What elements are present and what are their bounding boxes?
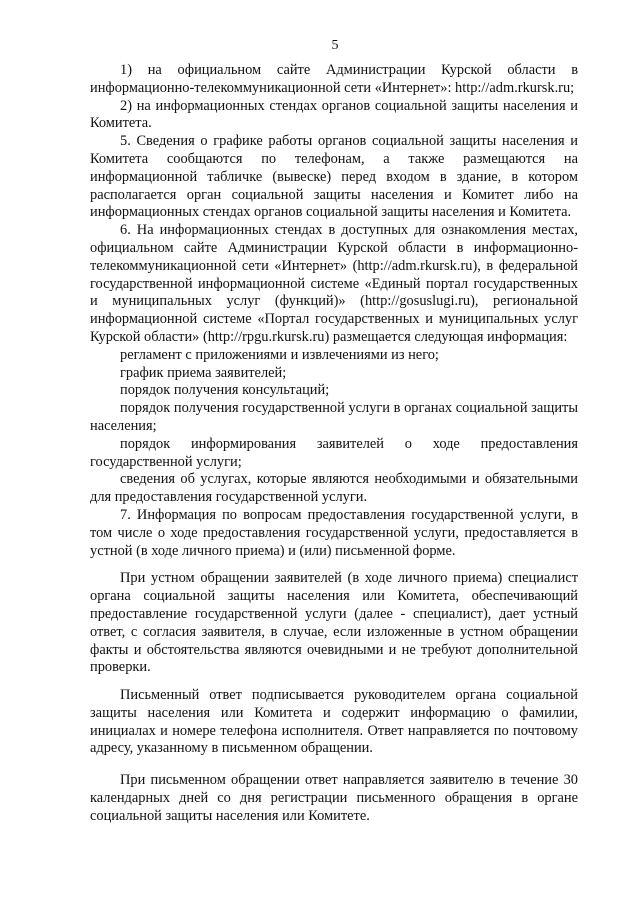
- list-item: график приема заявителей;: [120, 364, 287, 381]
- paragraph-written-request: При письменном обращении ответ направляется заявителю в течение 30 календарных дней со дня регистрации письменного обращения в органе социальной защиты населения или Комитете.: [90, 772, 578, 824]
- paragraph-7: 7. Информация по вопросам предоставления государственной услуги, в том числе о ходе предоставления государственной услуги, предоставляется в устной (в ходе личного приема) и (или) письменной форме.: [90, 506, 578, 559]
- list-item: порядок получения государственной услуги в органах социальной защиты населения;: [90, 400, 578, 434]
- paragraph-item-1: 1) на официальном сайте Администрации Курской области в информационно-телекоммуникационной сети «Интернет»: http://adm.rkursk.ru;: [90, 62, 578, 96]
- page-number: 5: [331, 38, 339, 53]
- paragraph-written-answer: Письменный ответ подписывается руководителем органа социальной защиты населения или Комитета и содержит информацию о фамилии, инициалах и номере телефона исполнителя. Ответ направляется по почтовому адресу, указанному в письменном обращении.: [90, 687, 578, 757]
- list-item: сведения об услугах, которые являются необходимыми и обязательными для предоставления государственной услуги.: [90, 471, 578, 506]
- list-item: порядок получения консультаций;: [120, 382, 330, 399]
- list-item: порядок информирования заявителей о ходе предоставления государственной услуги;: [90, 435, 578, 470]
- list-item: регламент с приложениями и извлечениями из него;: [120, 346, 439, 363]
- document-body: [90, 62, 578, 826]
- paragraph-5: 5. Сведения о графике работы органов социальной защиты населения и Комитета сообщаются по телефонам, а также размещаются на информационной табличке (вывеске) перед входом в здание, в котором располагается орган социальной защиты населения и Комитет либо на информационных стендах органов социальной защиты населения и Комитета.: [90, 133, 578, 221]
- paragraph-6: 6. На информационных стендах в доступных для ознакомления местах, официальном сайте Администрации Курской области в информационно-телекоммуникационной сети «Интернет» (http://adm.rkursk.ru), в федеральной государственной информационной системе «Единый портал государственных и муниципальных услуг (функций)» (http://gosuslugi.ru), региональной информационной системе «Портал государственных и муниципальных услуг Курской области» (http://rpgu.rkursk.ru) размещается следующая информация:: [90, 222, 578, 345]
- paragraph-item-2: 2) на информационных стендах органов социальной защиты населения и Комитета.: [90, 97, 578, 132]
- paragraph-oral-request: При устном обращении заявителей (в ходе личного приема) специалист органа социальной защиты населения или Комитета, обеспечивающий предоставление государственной услуги (далее - специалист), дает устный ответ, с согласия заявителя, в случае, если изложенные в устном обращении факты и обстоятельства являются очевидными и не требуют дополнительной проверки.: [90, 570, 578, 676]
